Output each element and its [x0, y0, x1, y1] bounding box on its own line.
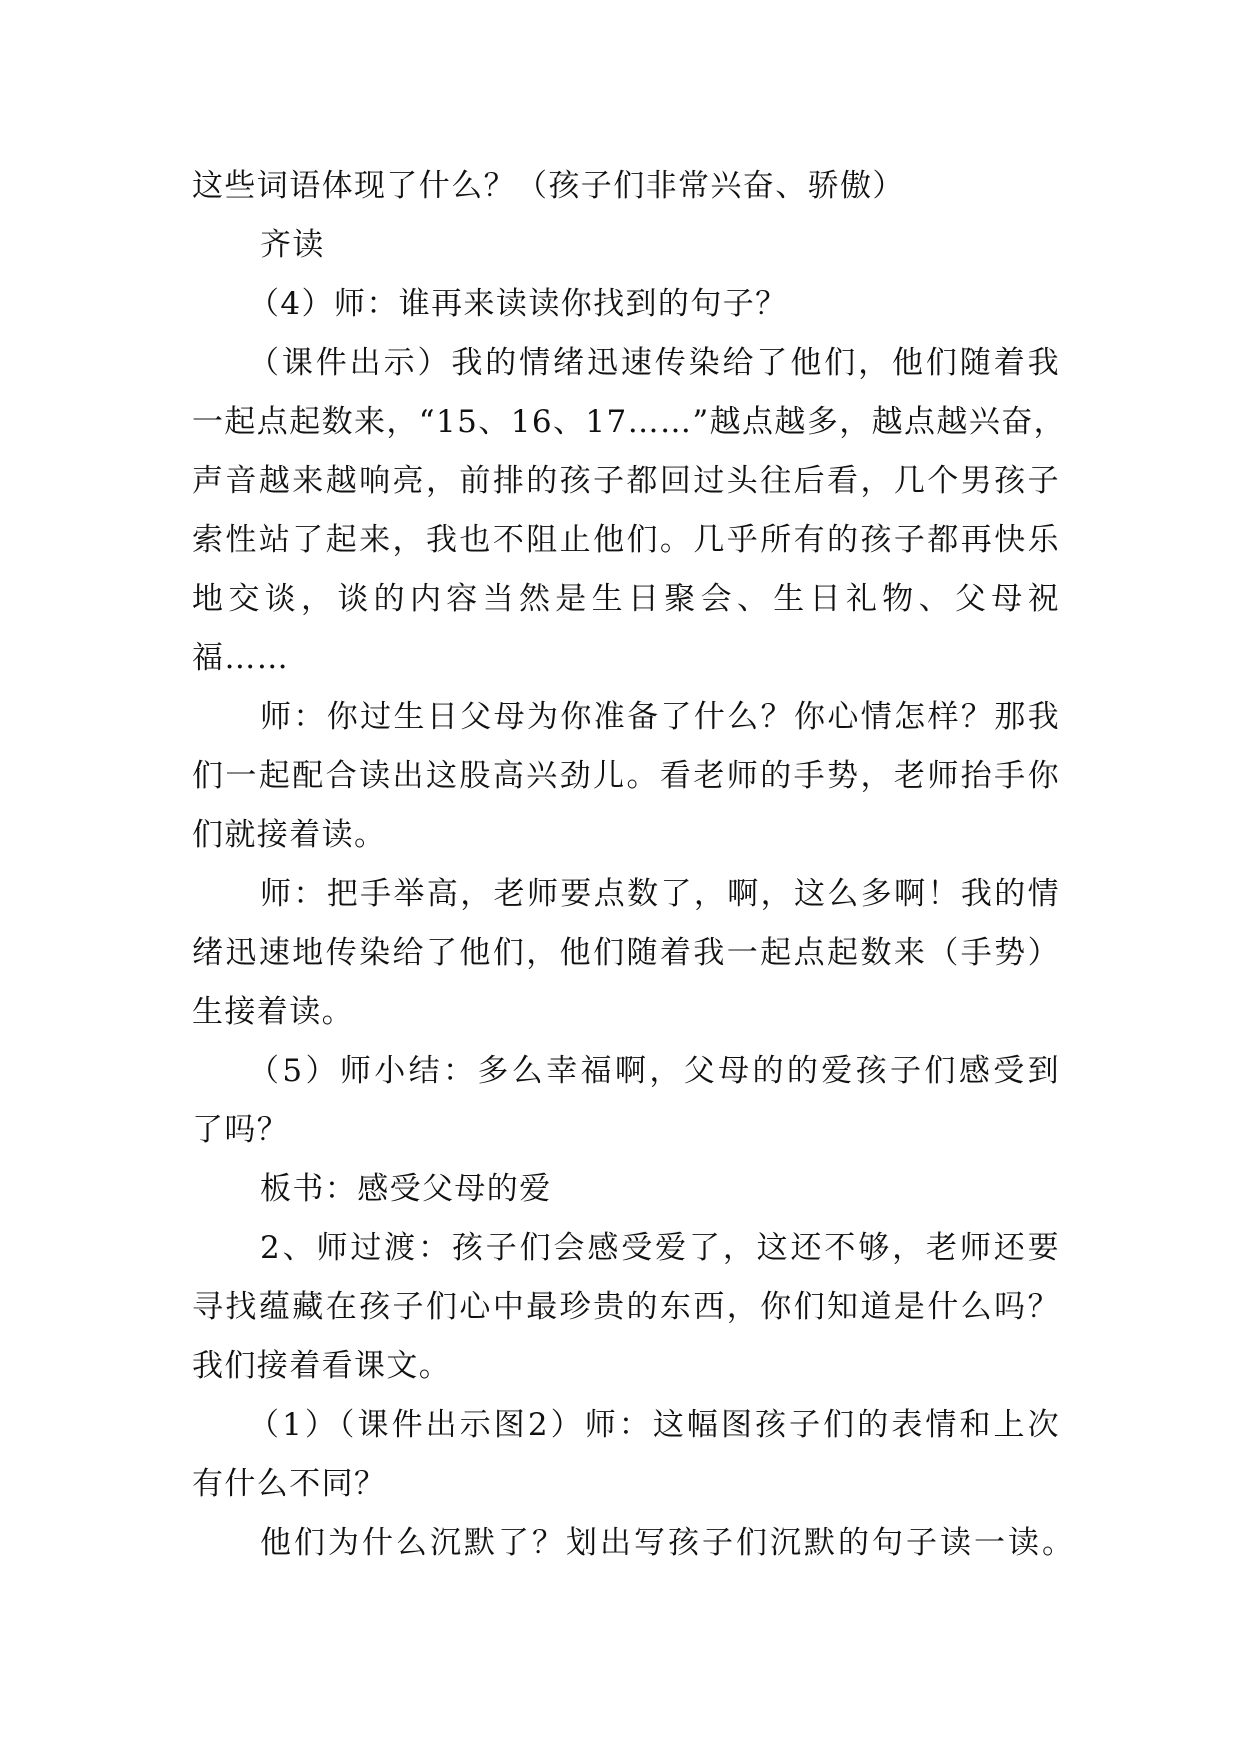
- document-page: [192, 157, 1076, 1573]
- text-line: 他们为什么沉默了？划出写孩子们沉默的句子读一读。: [260, 1525, 1076, 1561]
- text-line: 板书：感受父母的爱: [260, 1171, 552, 1207]
- text-line: 这些词语体现了什么？（孩子们非常兴奋、骄傲）: [192, 168, 905, 204]
- text-line: 绪迅速地传染给了他们，他们随着我一起点起数来（手势）: [192, 935, 1060, 971]
- text-line: 生接着读。: [192, 994, 354, 1030]
- text-line: 师：你过生日父母为你准备了什么？你心情怎样？那我: [260, 699, 1060, 735]
- text-line: 索性站了起来，我也不阻止他们。几乎所有的孩子都再快乐: [192, 522, 1060, 558]
- text-line: 师：把手举高，老师要点数了，啊，这么多啊！我的情: [260, 876, 1060, 912]
- text-line: 有什么不同？: [192, 1466, 387, 1502]
- text-line: 声音越来越响亮，前排的孩子都回过头往后看，几个男孩子: [192, 463, 1060, 499]
- text-line: （课件出示）我的情绪迅速传染给了他们，他们随着我: [248, 345, 1060, 381]
- text-line: 福……: [192, 640, 290, 676]
- text-line: （5）师小结：多么幸福啊，父母的的爱孩子们感受到: [248, 1053, 1060, 1089]
- text-line: 一起点起数来，“15、16、17……”越点越多，越点越兴奋，: [192, 404, 1067, 440]
- text-line: 齐读: [260, 227, 325, 263]
- text-line: 地交谈，谈的内容当然是生日聚会、生日礼物、父母祝: [192, 581, 1060, 617]
- text-line: 寻找蕴藏在孩子们心中最珍贵的东西，你们知道是什么吗？: [192, 1289, 1060, 1325]
- text-line: 们就接着读。: [192, 817, 387, 853]
- text-line: 了吗？: [192, 1112, 290, 1148]
- text-line: （1）（课件出示图2）师：这幅图孩子们的表情和上次: [248, 1407, 1060, 1443]
- text-line: 2、师过渡：孩子们会感受爱了，这还不够，老师还要: [260, 1230, 1060, 1266]
- text-line: （4）师：谁再来读读你找到的句子？: [248, 286, 788, 322]
- text-line: 们一起配合读出这股高兴劲儿。看老师的手势，老师抬手你: [192, 758, 1060, 794]
- text-line: 我们接着看课文。: [192, 1348, 452, 1384]
